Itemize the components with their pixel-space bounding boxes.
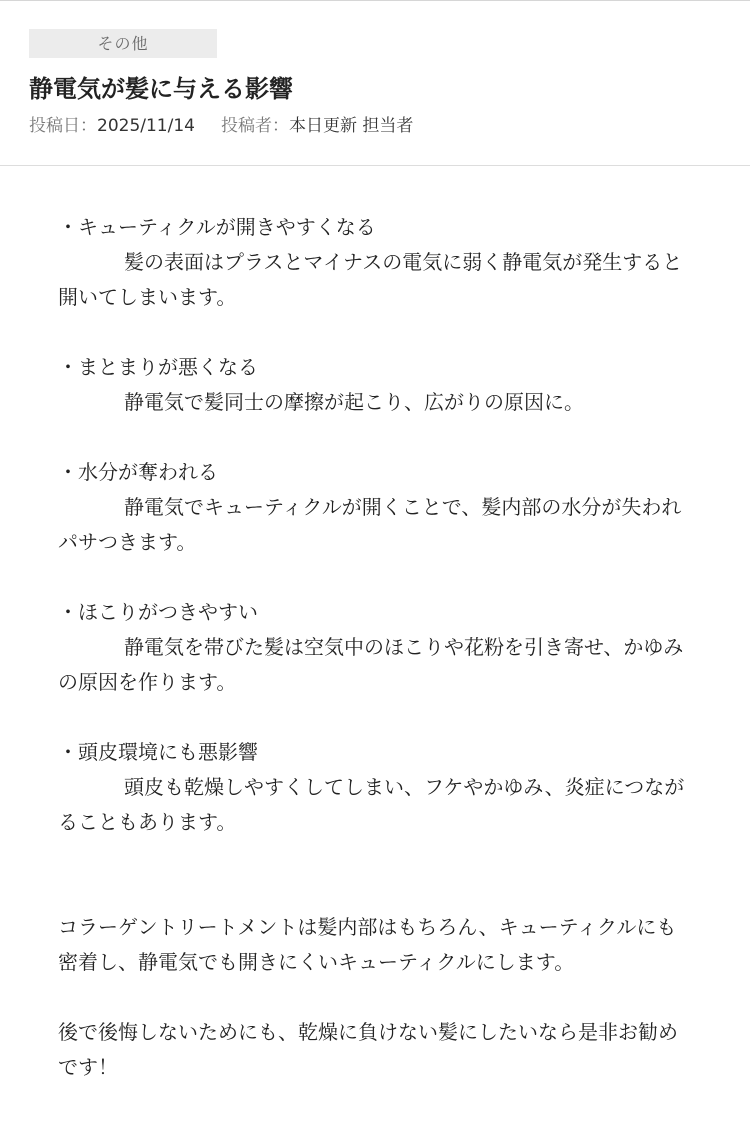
section-scalp xyxy=(58,735,688,840)
section-heading: ・まとまりが悪くなる xyxy=(58,355,258,379)
content-spacer xyxy=(58,875,688,910)
section-heading: ・ほこりがつきやすい xyxy=(58,600,258,624)
section-frizz xyxy=(58,350,688,420)
article-header xyxy=(0,0,750,166)
section-body: 静電気を帯びた髪は空気中のほこりや花粉を引き寄せ、かゆみの原因を作ります。 xyxy=(58,635,684,694)
page-title: 静電気が髪に与える影響 xyxy=(29,75,293,103)
section-heading: ・キューティクルが開きやすくなる xyxy=(58,215,376,239)
post-meta xyxy=(29,113,413,139)
closing-paragraph: コラーゲントリートメントは髪内部はもちろん、キューティクルにも密着し、静電気でも開きにくいキューティクルにします。 xyxy=(58,915,677,974)
post-author: 本日更新 担当者 xyxy=(288,116,414,136)
section-body: 静電気でキューティクルが開くことで、髪内部の水分が失われパサつきます。 xyxy=(58,495,682,554)
section-moisture xyxy=(58,455,688,560)
article-body xyxy=(58,210,688,1120)
section-body: 頭皮も乾燥しやすくしてしまい、フケやかゆみ、炎症につながることもあります。 xyxy=(58,775,685,834)
section-dust xyxy=(58,595,688,700)
section-heading: ・水分が奪われる xyxy=(58,460,218,484)
section-body: 髪の表面はプラスとマイナスの電気に弱く静電気が発生すると開いてしまいます。 xyxy=(58,250,683,309)
category-badge[interactable]: その他 xyxy=(29,29,217,58)
section-body: 静電気で髪同士の摩擦が起こり、広がりの原因に。 xyxy=(124,390,584,414)
post-author-label: 投稿者： xyxy=(220,116,289,136)
closing-paragraph: 後で後悔しないためにも、乾燥に負けない髪にしたいなら是非お勧めです！ xyxy=(58,1020,678,1079)
post-date-label: 投稿日： xyxy=(29,116,97,136)
section-heading: ・頭皮環境にも悪影響 xyxy=(58,740,258,764)
post-date: 2025/11/14 xyxy=(97,116,195,136)
section-cuticle xyxy=(58,210,688,315)
